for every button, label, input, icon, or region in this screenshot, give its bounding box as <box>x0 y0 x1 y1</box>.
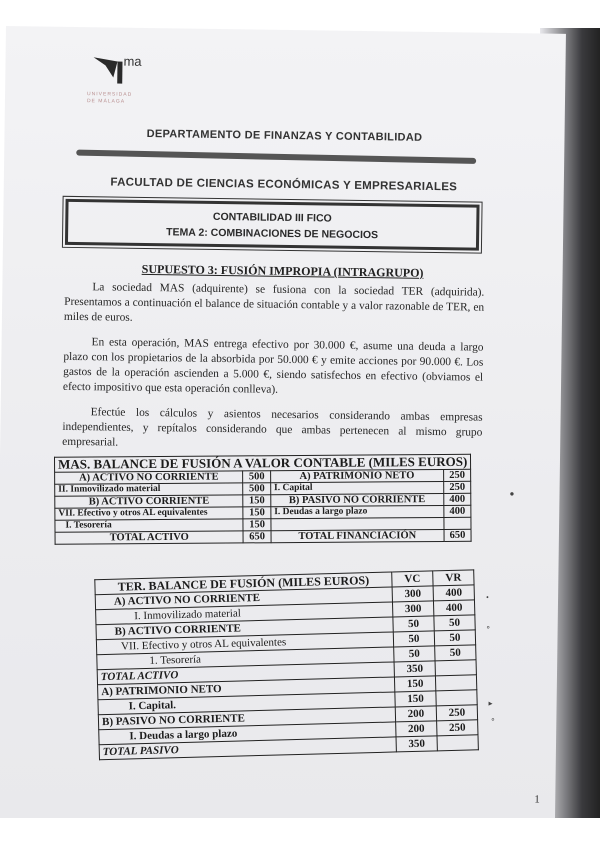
table-row: 1. Tesorería 50 50 <box>97 645 476 670</box>
course-name: CONTABILIDAD III FICO <box>212 210 332 225</box>
table-row: TOTAL PASIVO 350 <box>99 735 478 760</box>
table-row: TOTAL ACTIVO 350 <box>97 660 476 685</box>
table-row: B) ACTIVO CORRIENTE 150 B) PASIVO NO CORRIENTE 400 <box>55 493 471 508</box>
table-row: B) ACTIVO CORRIENTE 50 50 <box>96 615 475 640</box>
dot-mark-icon: ∘ <box>490 714 496 724</box>
mas-table-title: MAS. BALANCE DE FUSIÓN A VALOR CONTABLE (MILES EUROS) <box>54 454 470 472</box>
table-row: I. Inmovilizado material 300 400 <box>96 600 475 625</box>
table-row: A) ACTIVO NO CORRIENTE 300 400 <box>95 585 474 610</box>
table-row: VII. Efectivo y otros AL equivalentes 150 I. Deudas a largo plazo 400 <box>55 505 471 520</box>
paragraph-intro: La sociedad MAS (adquirente) se fusiona con la sociedad TER (adquirida). Presentamos a continuación el balance de situación contable y a valor razonable de TER, en miles de euros. <box>63 281 485 324</box>
dot-mark-icon: ● <box>509 489 515 499</box>
faculty-title: FACULTAD DE CIENCIAS ECONÓMICAS Y EMPRESARIALES <box>110 176 458 194</box>
table-row: I. Tesorería 150 <box>55 517 471 532</box>
dot-mark-icon: ▸ <box>488 698 493 708</box>
column-vr: VR <box>433 570 474 586</box>
document-page <box>0 26 566 826</box>
page-number: 1 <box>534 793 540 806</box>
table-row: A) ACTIVO NO CORRIENTE 500 A) PATRIMONIO NETO 250 <box>55 469 471 484</box>
topic-name: TEMA 2: COMBINACIONES DE NEGOCIOS <box>166 226 379 242</box>
header-rule <box>76 150 476 164</box>
column-vc: VC <box>392 571 433 587</box>
mas-balance-table <box>54 454 472 545</box>
dot-mark-icon: ∘ <box>485 622 491 632</box>
logo-caption: UNIVERSIDAD DE MÁLAGA <box>86 91 133 105</box>
ter-table-title: TER. BALANCE DE FUSIÓN (MILES EUROS) <box>95 572 392 595</box>
course-title-box <box>65 199 480 251</box>
bottom-margin <box>0 818 600 848</box>
table-row: VII. Efectivo y otros AL equivalentes 50 50 <box>96 630 475 655</box>
table-row: I. Capital. 150 <box>98 690 477 715</box>
table-row: B) PASIVO NO CORRIENTE 200 250 <box>98 705 477 730</box>
table-row: II. Inmovilizado material 500 I. Capital 250 <box>55 481 471 496</box>
paragraph-operation: En esta operación, MAS entrega efectivo por 30.000 €, asume una deuda a largo plazo con los propietarios de la absorbida por 50.000 € y emite acciones por 90.000 €. Los gastos de la operación ascienden a 5.000 €, siendo satisfechos en efectivo (obviamos el efecto impositivo que esta operación conlleva). <box>62 336 484 396</box>
ter-balance-table <box>94 569 479 760</box>
table-row: I. Deudas a largo plazo 200 250 <box>99 720 478 745</box>
table-row: TOTAL ACTIVO 650 TOTAL FINANCIACIÓN 650 <box>55 529 471 544</box>
table-row: A) PATRIMONIO NETO 150 <box>98 675 477 700</box>
dot-mark-icon: • <box>486 592 489 602</box>
logo-wordmark: ma <box>123 53 142 69</box>
exercise-heading: SUPUESTO 3: FUSIÓN IMPROPIA (INTRAGRUPO) <box>141 261 424 280</box>
paragraph-task: Efectúe los cálculos y asientos necesarios considerando ambas empresas independientes, y repítalos considerando que ambas pertenecen al mismo grupo empresarial. <box>62 406 483 449</box>
department-title: DEPARTAMENTO DE FINANZAS Y CONTABILIDAD <box>146 127 423 144</box>
